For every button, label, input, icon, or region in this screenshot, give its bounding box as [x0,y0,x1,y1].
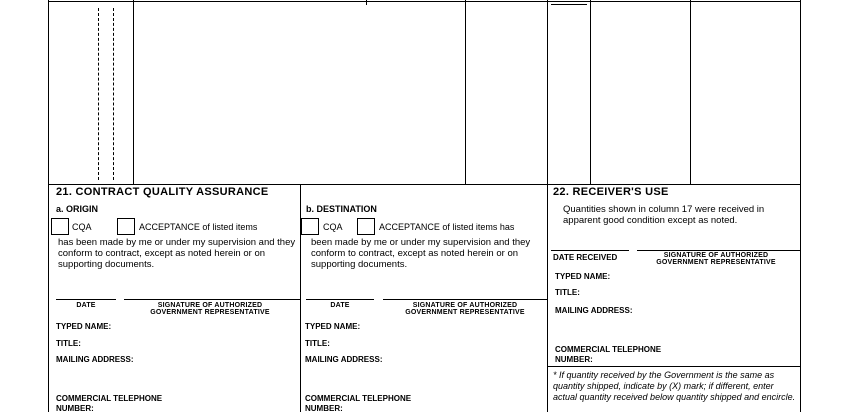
column-divider-dashed-2 [113,8,114,180]
column-divider [133,0,134,184]
items-table [0,0,850,184]
origin-date-label: DATE [76,302,96,309]
date-received-line [551,250,629,251]
destination-typed-name: TYPED NAME: [305,322,361,331]
column-header-underline [551,4,587,5]
receiver-signature-line [637,250,800,251]
destination-cqa-checkbox[interactable] [301,218,319,235]
origin-acceptance-label: ACCEPTANCE of listed items [139,222,258,232]
receiver-phone: COMMERCIAL TELEPHONE NUMBER: [555,345,662,364]
destination-mailing-address: MAILING ADDRESS: [305,355,383,364]
receiver-title: TITLE: [555,288,580,297]
destination-statement: been made by me or under my supervision and they conform to contract, except as noted herein or on supporting documents. [311,237,531,270]
receiver-footnote: * If quantity received by the Government is the same as quantity shipped, indicate by (X) mark; if different, enter actual quantity received below quantity shipped and encircle. [553,370,796,402]
destination-acceptance-checkbox[interactable] [357,218,375,235]
column-divider [547,0,548,412]
destination-title: TITLE: [305,339,330,348]
destination-signature-line [383,299,547,300]
section-divider [48,184,801,185]
table-left-border [48,0,49,412]
origin-acceptance-checkbox[interactable] [117,218,135,235]
receiver-signature-label: SIGNATURE OF AUTHORIZED GOVERNMENT REPRESENTATIVE [656,252,776,266]
column-divider [690,0,691,184]
column-divider-dashed-1 [98,8,99,180]
origin-cqa-label: CQA [72,222,92,232]
table-right-border [800,0,801,412]
receiver-mailing-address: MAILING ADDRESS: [555,306,633,315]
destination-acceptance-label: ACCEPTANCE of listed items has [379,222,515,232]
receiver-typed-name: TYPED NAME: [555,272,611,281]
table-top-border [48,1,800,2]
destination-phone: COMMERCIAL TELEPHONE NUMBER: [305,394,412,413]
origin-title: TITLE: [56,339,81,348]
destination-label: b. DESTINATION [306,204,377,214]
column-divider [590,0,591,184]
origin-date-line [56,299,116,300]
origin-phone: COMMERCIAL TELEPHONE NUMBER: [56,394,163,413]
column-divider [465,0,466,184]
section-22-title: 22. RECEIVER'S USE [553,186,669,198]
origin-label: a. ORIGIN [56,204,99,214]
origin-cqa-checkbox[interactable] [51,218,69,235]
origin-statement: has been made by me or under my supervision and they conform to contract, except as noted herein or on supporting documents. [58,237,296,270]
destination-cqa-label: CQA [323,222,343,232]
origin-signature-label: SIGNATURE OF AUTHORIZED GOVERNMENT REPRESENTATIVE [150,302,270,316]
origin-typed-name: TYPED NAME: [56,322,112,331]
section-21-title: 21. CONTRACT QUALITY ASSURANCE [56,186,269,198]
column-divider-tick [366,0,367,5]
origin-signature-line [124,299,300,300]
date-received-label: DATE RECEIVED [553,253,618,262]
footnote-divider [547,366,801,367]
origin-mailing-address: MAILING ADDRESS: [56,355,134,364]
destination-signature-label: SIGNATURE OF AUTHORIZED GOVERNMENT REPRESENTATIVE [405,302,525,316]
destination-date-label: DATE [330,302,350,309]
destination-date-line [306,299,374,300]
receiver-statement: Quantities shown in column 17 were received in apparent good condition except as noted. [563,204,765,226]
